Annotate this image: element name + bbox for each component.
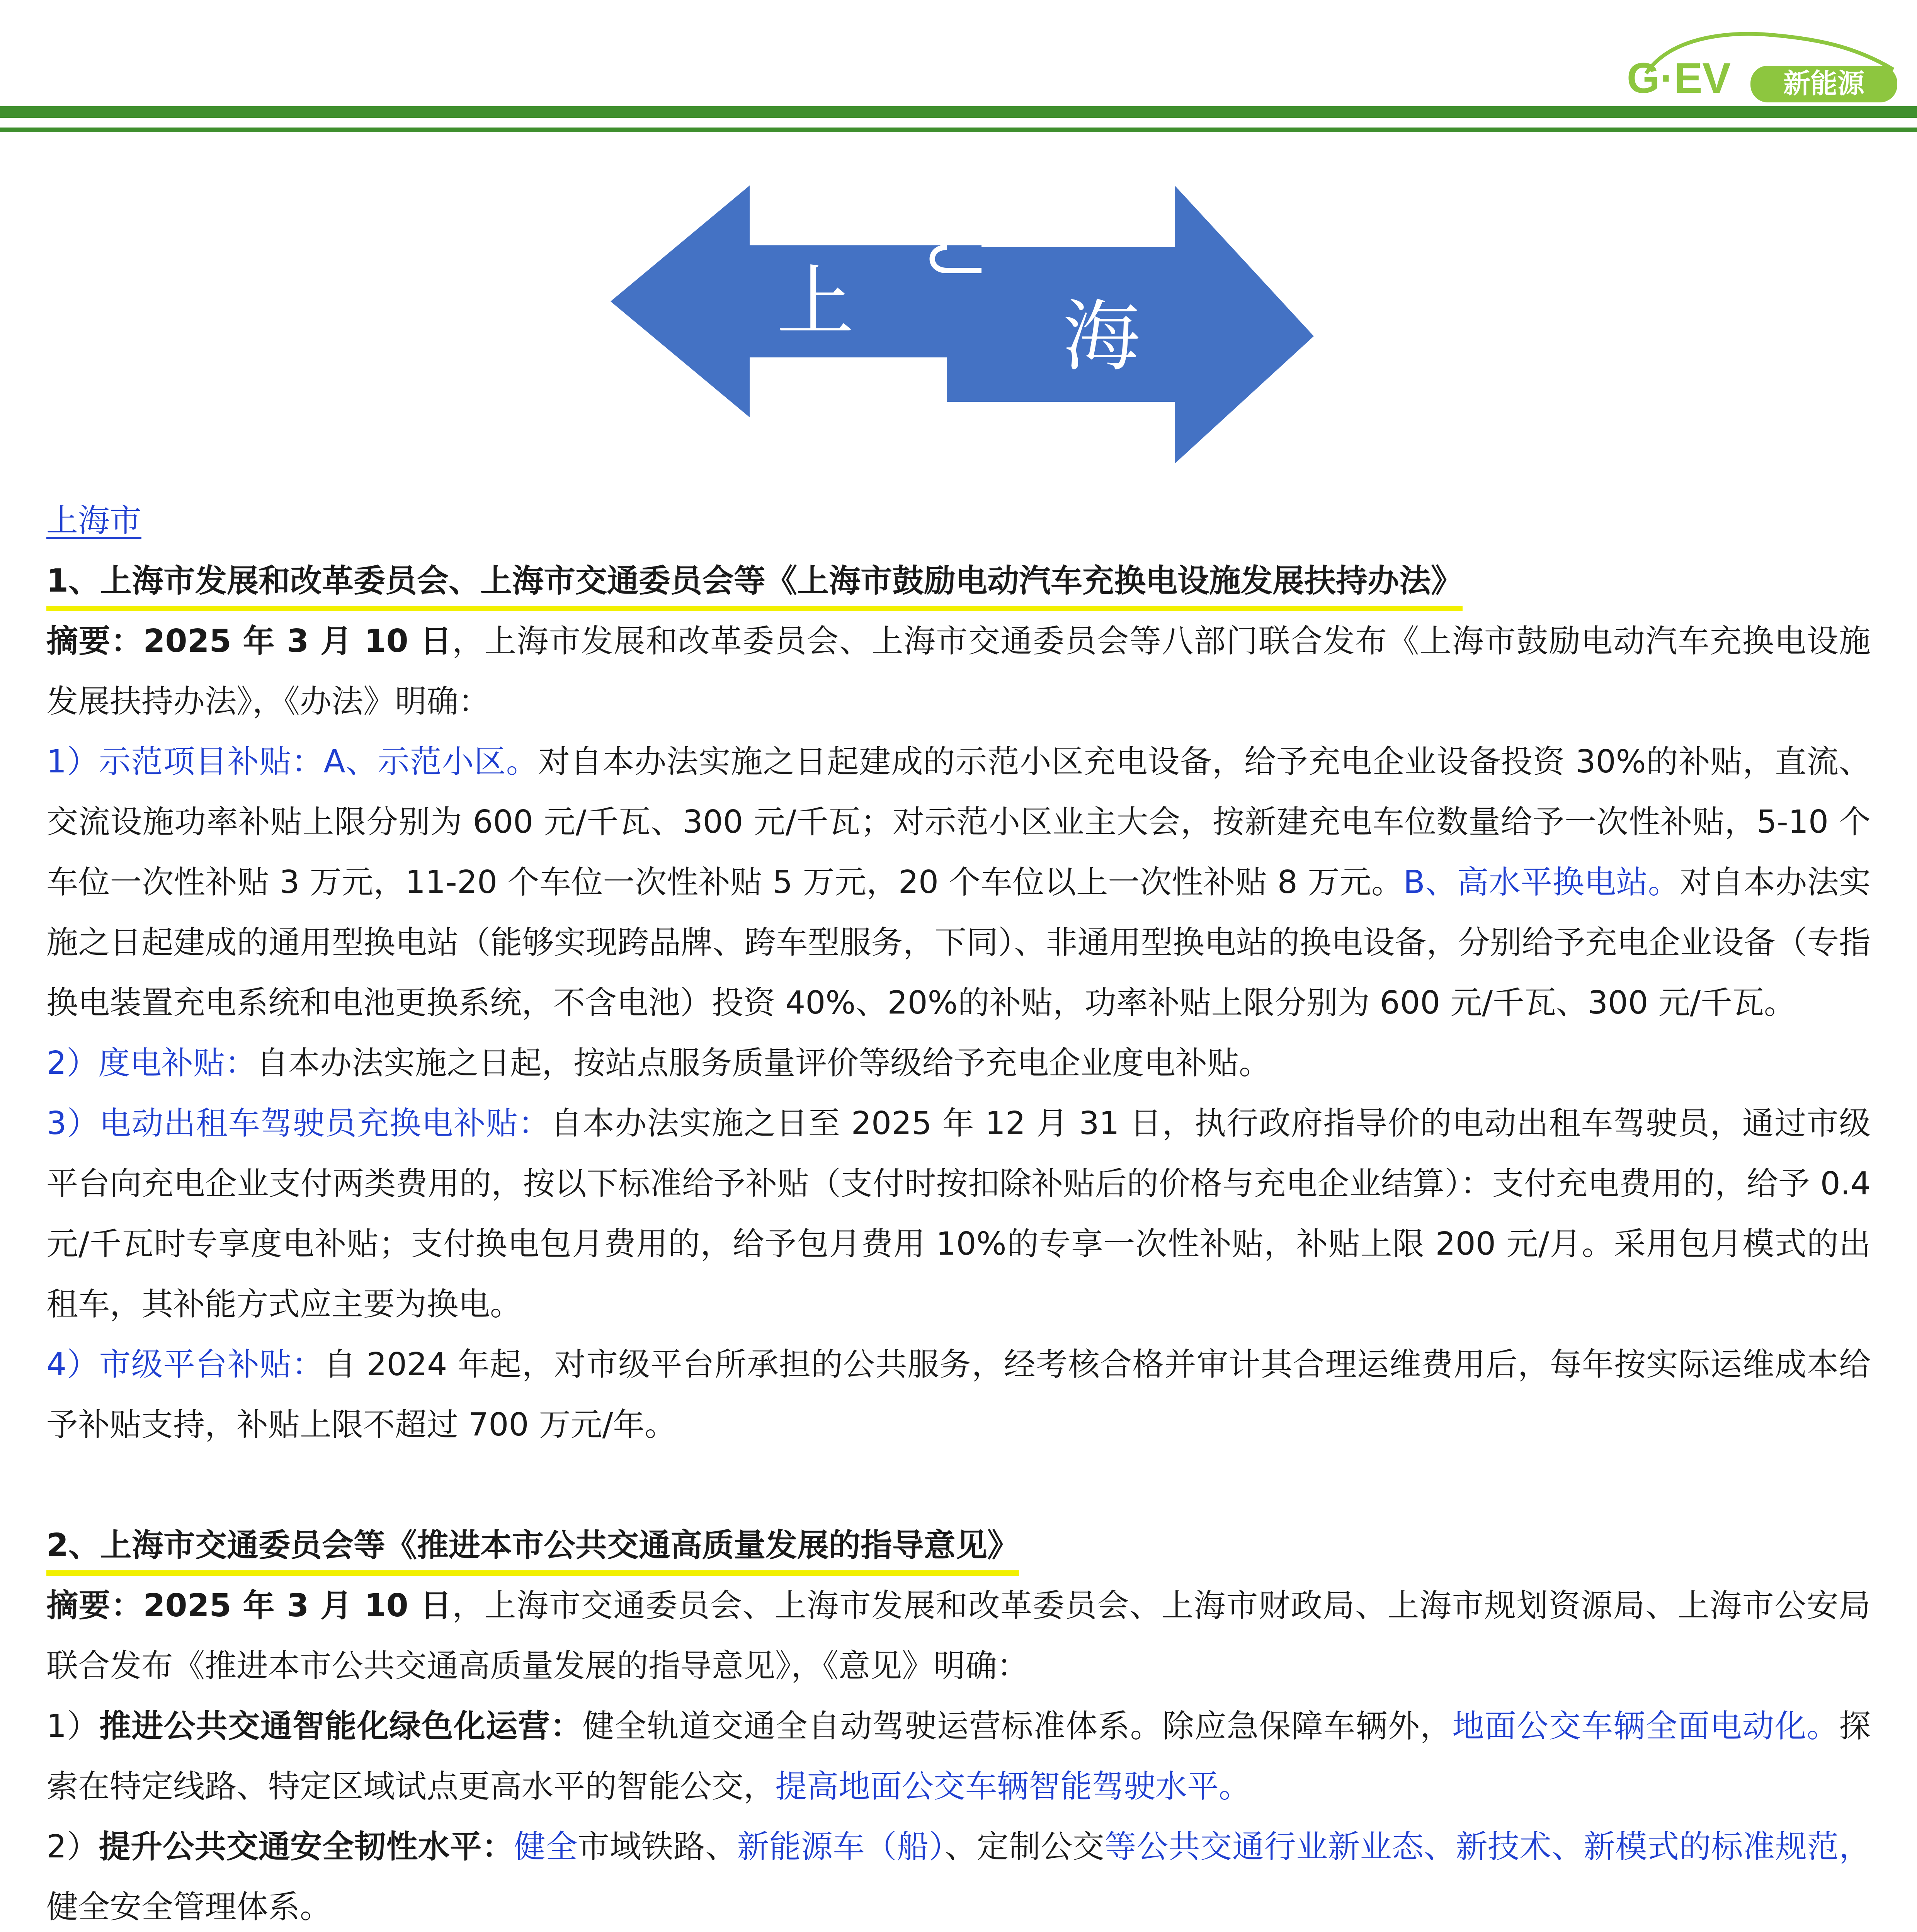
banner-right-char: 海 (1062, 292, 1140, 382)
s2-item-2 (46, 1817, 1871, 1932)
s1-item-2-lead: 2）度电补贴： (46, 1045, 257, 1082)
s2-item-1 (46, 1696, 1871, 1817)
s2-item-1-a: 健全轨道交通全自动驾驶运营标准体系。除应急保障车辆外， (582, 1708, 1453, 1745)
s1-item-1 (46, 732, 1871, 1033)
s1-item-1-text: 对自本办法实施之日起建成的示范小区充电设备，给予充电企业设备投资 30%的补贴，直流、交流设施功率补贴上限分别为 600 元/千瓦、300 元/千瓦；对示范小区业主大会，按新建充电车位数量给予一次性补贴，5-10 个车位一次性补贴 3 万元，11-20 个车位一次性补贴 5 万元，20 个车位以上一次性补贴 8 万元。 (46, 743, 1871, 901)
s2-item-1-num: 1） (46, 1708, 99, 1745)
s2-item-2-bold: 提升公共交通安全韧性水平： (99, 1828, 514, 1865)
s1-item-2 (46, 1033, 1871, 1094)
s2-item-2-f: 健全安全管理体系。 (46, 1889, 332, 1925)
s2-item-2-e: 等公共交通行业新业态、新技术、新模式的标准规范， (1104, 1828, 1871, 1865)
s1-item-3 (46, 1094, 1871, 1335)
s2-item-1-bold: 推进公共交通智能化绿色化运营： (99, 1708, 583, 1745)
s1-item-4-lead: 4）市级平台补贴： (46, 1346, 324, 1383)
s1-item-1-text2: 对自本办法实施之日起建成的通用型换电站（能够实现跨品牌、跨车型服务，下同）、非通用型换电站的换电设备，分别给予充电企业设备（专指换电装置充电系统和电池更换系统，不含电池）投资 40%、20%的补贴，功率补贴上限分别为 600 元/千瓦、300 元/千瓦。 (46, 864, 1871, 1021)
s2-abstract-text: ，上海市交通委员会、上海市发展和改革委员会、上海市财政局、上海市规划资源局、上海市公安局联合发布《推进本市公共交通高质量发展的指导意见》，《意见》明确： (46, 1587, 1871, 1684)
section-2 (46, 1515, 1871, 1576)
s1-item-4-text: 自 2024 年起，对市级平台所承担的公共服务，经考核合格并审计其合理运维费用后，每年按实际运维成本给予补贴支持，补贴上限不超过 700 万元/年。 (46, 1346, 1871, 1443)
s2-item-2-d: 、定制公交 (945, 1828, 1105, 1865)
s1-item-3-lead: 3）电动出租车驾驶员充换电补贴： (46, 1105, 551, 1142)
s2-item-2-num: 2） (46, 1828, 99, 1865)
s2-item-2-b: 市域铁路、 (577, 1828, 737, 1865)
s1-abstract (46, 611, 1871, 732)
section-1 (46, 551, 1871, 611)
s1-item-4 (46, 1335, 1871, 1455)
s1-item-3-text: 自本办法实施之日至 2025 年 12 月 31 日，执行政府指导价的电动出租车驾驶员，通过市级平台向充电企业支付两类费用的，按以下标准给予补贴（支付时按扣除补贴后的价格与充电企业结算）：支付充电费用的，给予 0.4 元/千瓦时专享度电补贴；支付换电包月费用的，给予包月费用 10%的专享一次性补贴，补贴上限 200 元/月。采用包月模式的出租车，其补能方式应主要为换电。 (46, 1105, 1871, 1323)
s1-abstract-text: ，上海市发展和改革委员会、上海市交通委员会等八部门联合发布《上海市鼓励电动汽车充换电设施发展扶持办法》，《办法》明确： (46, 623, 1871, 720)
s2-abstract-date: 2025 年 3 月 10 日 (143, 1587, 452, 1624)
region-title[interactable]: 上海市 (46, 502, 142, 539)
logo-cn: 新能源 (1783, 68, 1864, 99)
header-rule-thick (0, 106, 1917, 118)
s1-item-1-lead2: B、高水平换电站。 (1403, 864, 1680, 901)
s2-abstract-label: 摘要： (46, 1587, 143, 1624)
section-spacer (46, 1455, 1871, 1515)
document-body (46, 491, 1871, 1932)
s2-abstract (46, 1576, 1871, 1696)
s2-item-1-d: 提高地面公交车辆智能驾驶水平。 (775, 1768, 1251, 1805)
s2-item-2-c: 新能源车（船） (737, 1828, 945, 1865)
section-2-heading: 2、上海市交通委员会等《推进本市公共交通高质量发展的指导意见》 (46, 1521, 1019, 1576)
banner-left-char: 上 (776, 257, 854, 347)
s2-item-1-b: 地面公交车辆全面电动化。 (1452, 1708, 1839, 1745)
s1-item-1-lead: 1）示范项目补贴：A、示范小区。 (46, 743, 538, 780)
s1-abstract-date: 2025 年 3 月 10 日 (143, 623, 452, 660)
region-banner (611, 185, 1314, 464)
s1-item-2-text: 自本办法实施之日起，按站点服务质量评价等级给予充电企业度电补贴。 (257, 1045, 1271, 1082)
s1-abstract-label: 摘要： (46, 623, 143, 660)
section-1-heading: 1、上海市发展和改革委员会、上海市交通委员会等《上海市鼓励电动汽车充换电设施发展扶持办法》 (46, 556, 1463, 611)
logo-text: G·EV (1627, 54, 1731, 102)
s2-item-2-a: 健全 (514, 1828, 578, 1865)
header-rule-thin (0, 128, 1917, 132)
gev-logo (1623, 15, 1917, 108)
s2-item-1-c: 探索在特定线路、特定区域试点更高水平的智能公交， (46, 1708, 1871, 1805)
